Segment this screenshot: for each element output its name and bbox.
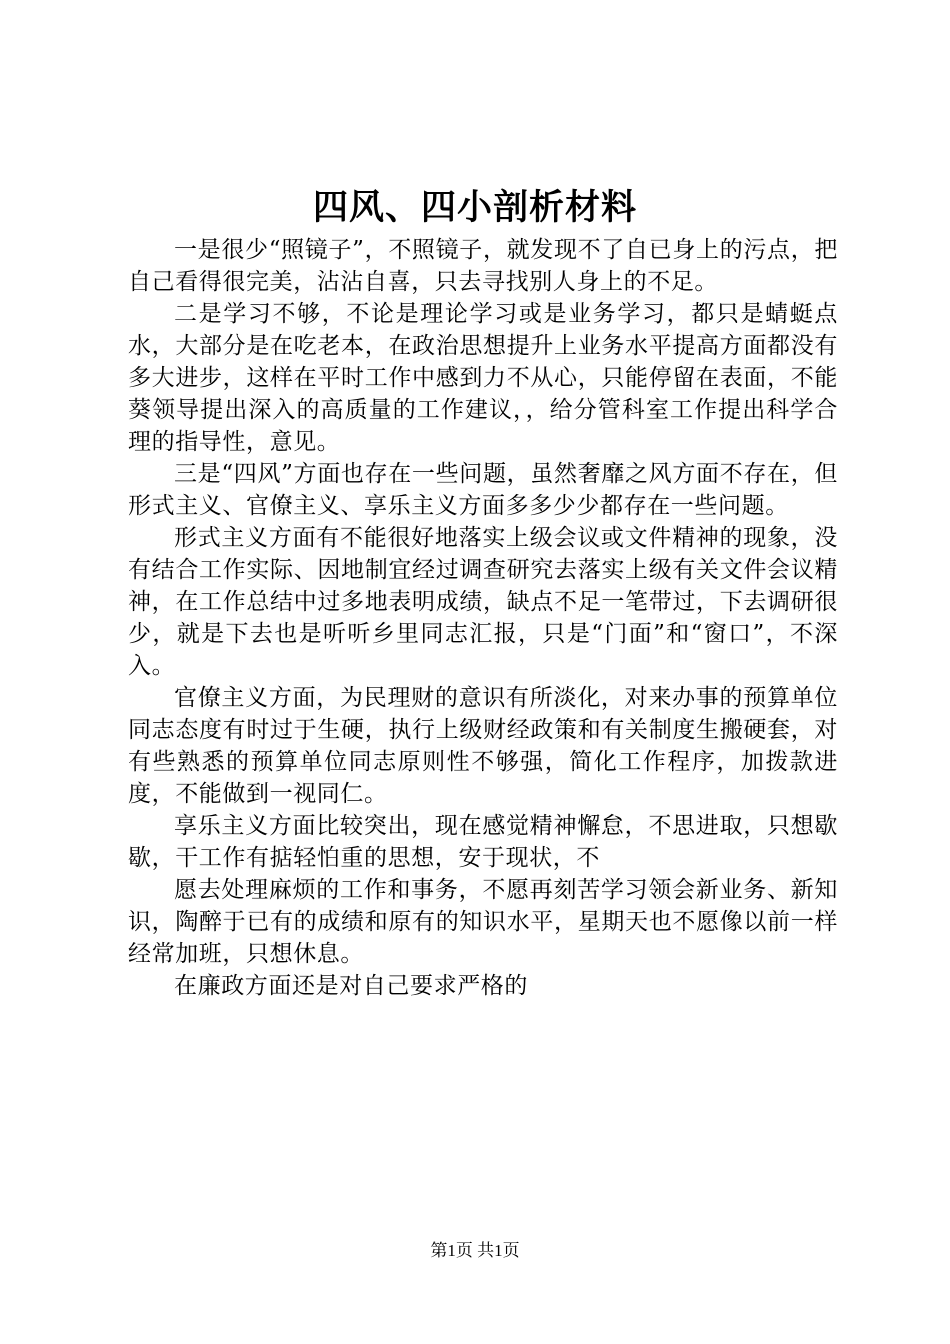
page-number-footer: 第1页 共1页	[430, 1241, 520, 1260]
paragraph-4: 形式主义方面有不能很好地落实上级会议或文件精神的现象，没有结合工作实际、因地制宜经过调查研究去落实上级有关文件会议精神，在工作总结中过多地表明成绩，缺点不足一笔带过，下去调研很少，就是下去也是听听乡里同志汇报，只是“门面”和“窗口”，不深入。	[128, 525, 838, 679]
paragraph-1: 一是很少“照镜子”，不照镜子，就发现不了自已身上的污点，把自己看得很完美，沾沾自喜，只去寻找别人身上的不足。	[128, 237, 838, 295]
paragraph-8: 在廉政方面还是对自己要求严格的	[174, 973, 528, 999]
document-title: 四风、四小剖析材料	[312, 187, 637, 228]
paragraph-2: 二是学习不够，不论是理论学习或是业务学习，都只是蜻蜓点水，大部分是在吃老本，在政治思想提升上业务水平提高方面都没有多大进步，这样在平时工作中感到力不从心，只能停留在表面，不能葵领导提出深入的高质量的工作建议，，给分管科室工作提出科学合理的指导性，意见。	[128, 301, 838, 455]
document-body	[128, 234, 838, 1002]
paragraph-3: 三是“四风”方面也存在一些问题，虽然奢靡之风方面不存在，但形式主义、官僚主义、享乐主义方面多多少少都存在一些问题。	[128, 461, 838, 519]
paragraph-6: 享乐主义方面比较突出，现在感觉精神懈怠，不思进取，只想歇歇，干工作有掂轻怕重的思想，安于现状，不	[128, 813, 838, 871]
paragraph-5: 官僚主义方面，为民理财的意识有所淡化，对来办事的预算单位同志态度有时过于生硬，执行上级财经政策和有关制度生搬硬套，对有些熟悉的预算单位同志原则性不够强，简化工作程序，加拨款进度，不能做到一视同仁。	[128, 685, 838, 807]
paragraph-7: 愿去处理麻烦的工作和事务，不愿再刻苦学习领会新业务、新知识，陶醉于已有的成绩和原有的知识水平，星期天也不愿像以前一样经常加班，只想休息。	[128, 877, 838, 967]
